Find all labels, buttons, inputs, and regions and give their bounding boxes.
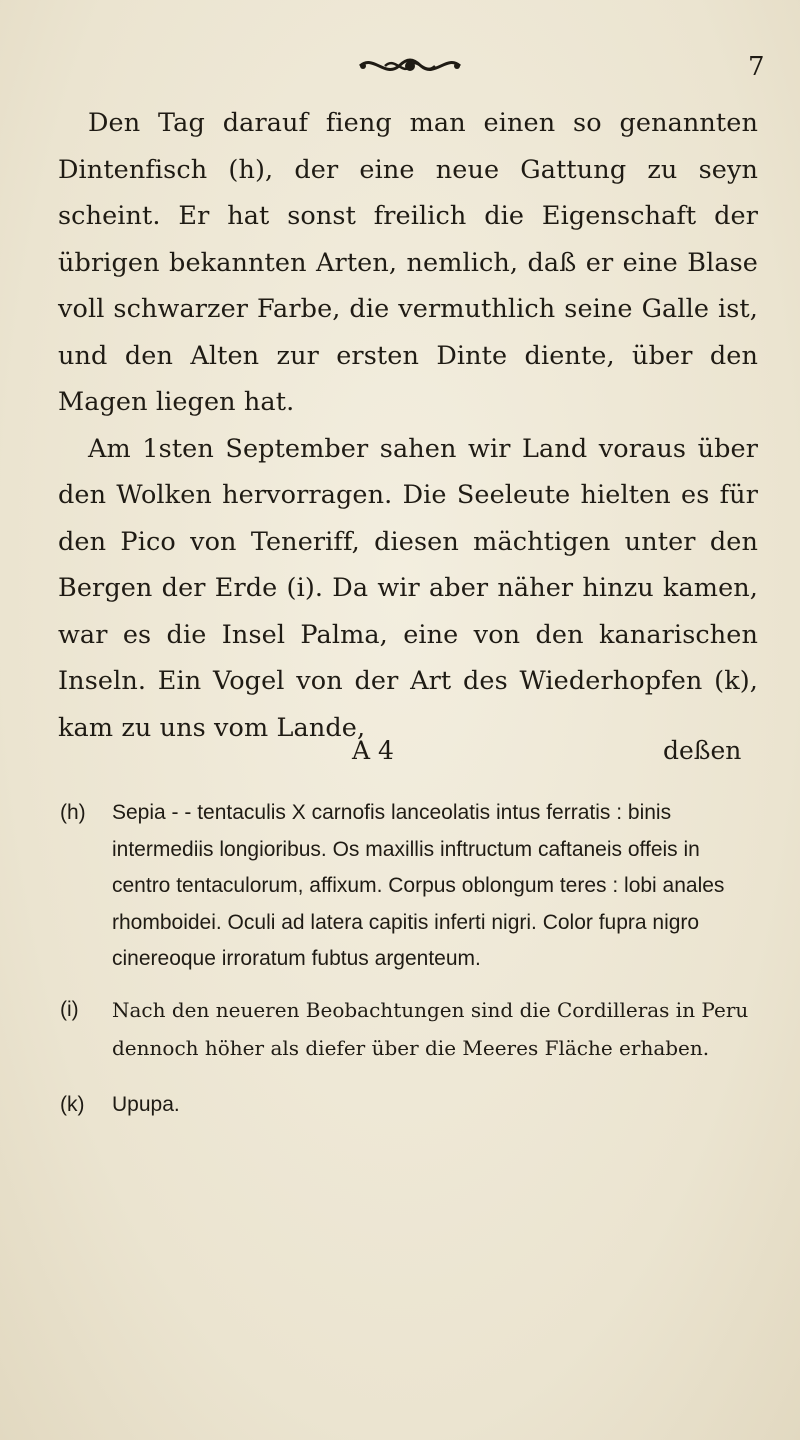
footnotes <box>60 795 760 1124</box>
footnote-mark: (k) <box>60 1093 85 1117</box>
page-number: 7 <box>748 52 765 82</box>
footnote-k <box>60 1087 760 1124</box>
catchword: deßen <box>663 736 742 765</box>
main-text <box>58 100 758 751</box>
paragraph-dintenfisch: Den Tag darauf fieng man einen so genannten Dintenfisch (h), der eine neue Gattung zu seyn scheint. Er hat sonst freilich die Eigenschaft der übrigen bekannten Arten, nemlich, daß er eine Blase voll schwarzer Farbe, die vermuthlich seine Galle ist, und den Alten zur ersten Dinte diente, über den Magen liegen hat. <box>58 108 758 417</box>
footnote-mark: (i) <box>60 997 79 1021</box>
paragraph-september: Am 1sten September sahen wir Land voraus über den Wolken hervorragen. Die Seeleute hielten es für den Pico von Teneriff, diesen mächtigen unter den Bergen der Erde (i). Da wir aber näher hinzu kamen, war es die Insel Palma, eine von den kanarischen Inseln. Ein Vogel von der Art des Wiederhopfen (k), kam zu uns vom Lande, <box>58 433 758 743</box>
footnote-mark: (h) <box>60 801 86 824</box>
signature-line <box>0 736 800 782</box>
footnote-i <box>60 992 760 1067</box>
footnote-text: Sepia - - tentaculis X carnofis lanceolatis intus ferratis : binis intermediis longioribus. Os maxillis inftructum caftaneis offeis in centro tentaculorum, affixum. Corpus oblongum teres : lobi anales rhomboidei. Oculi ad latera capitis inferti nigri. Color fupra nigro cinereoque irroratum fubtus argenteum. <box>112 801 725 971</box>
printer-ornament-icon <box>355 50 465 82</box>
footnote-h <box>60 795 760 978</box>
footnote-text: Nach den neueren Beobachtungen sind die Cordilleras in Peru dennoch höher als diefer über die Meeres Fläche erhaben. <box>112 997 749 1060</box>
signature-mark: A 4 <box>352 736 394 765</box>
footnote-text: Upupa. <box>112 1093 180 1117</box>
